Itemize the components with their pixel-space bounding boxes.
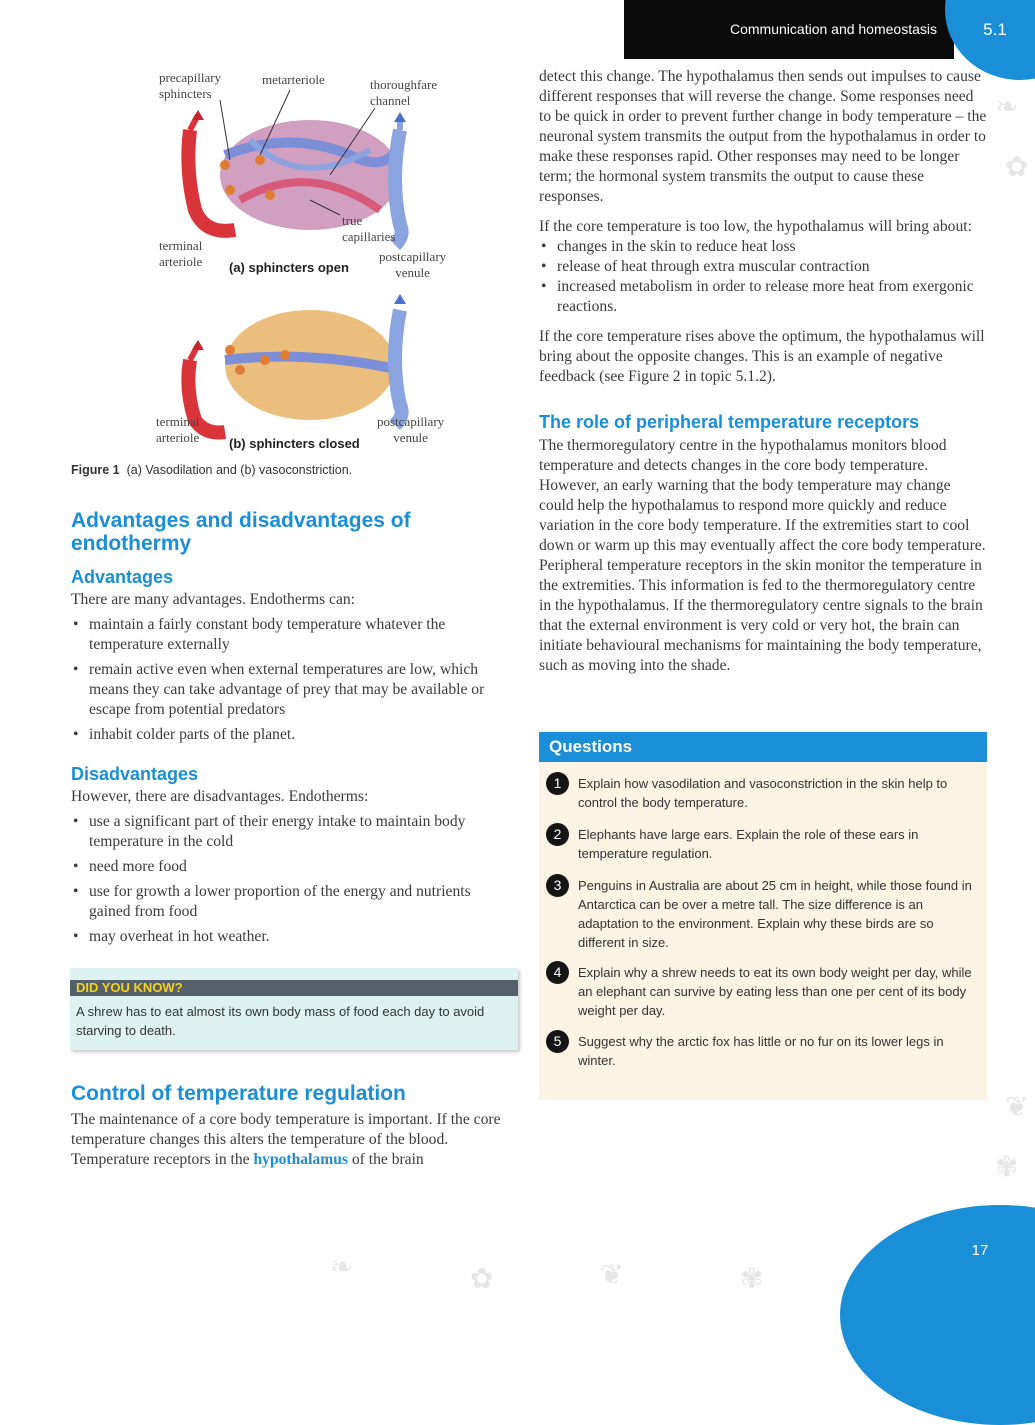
control-text-end: of the brain <box>347 1151 424 1168</box>
paragraph: The thermoregulatory centre in the hypothalamus monitors blood temperature and detects changes in the core body temperature. However, an early warning that the body temperature may change could help the hypothalamus to respond more quickly and reduce variation in the core body temperature. If the extremities start to cool down or warm up this may eventually affect the core body temperature. Peripheral temperature receptors in the skin monitor the temperature in the extremities. This information is fed to the thermoregulatory centre in the hypothalamus. If the thermoregulatory centre signals to the brain that the external environment is very cold or very hot, the brain can initiate behavioural mechanisms for maintaining the body temperature, such as moving into the shade. <box>539 437 986 674</box>
footer-arc <box>840 1205 1035 1425</box>
list-item: • changes in the skin to reduce heat loss <box>539 237 989 257</box>
list-item: • release of heat through extra muscular contraction <box>539 257 989 277</box>
did-you-know-box <box>70 968 518 1050</box>
label-precapillary-sphincters: precapillary sphincters <box>159 70 222 101</box>
list-item: • remain active even when external temperatures are low, which means they can take advantage of prey that may be available or escape from potential predators <box>71 660 511 720</box>
leaf-decoration-icon: ❧ <box>330 1252 354 1283</box>
paragraph: If the core temperature is too low, the hypothalamus will bring about: <box>539 218 972 235</box>
chapter-title: Communication and homeostasis <box>730 21 937 37</box>
question-item <box>546 961 976 1021</box>
section-number: 5.1 <box>983 20 1007 39</box>
question-number: 1 <box>546 772 569 795</box>
figure-caption-text: (a) Vasodilation and (b) vasoconstriction. <box>126 463 353 477</box>
list-item: • need more food <box>71 857 511 877</box>
question-text: Suggest why the arctic fox has little or no fur on its lower legs in winter. <box>578 1034 944 1068</box>
section-heading-control: Control of temperature regulation <box>71 1082 406 1105</box>
section-heading-endothermy: Advantages and disadvantages of endothermy <box>71 509 411 555</box>
list-item: • maintain a fairly constant body temperature whatever the temperature externally <box>71 615 511 655</box>
questions-heading: Questions <box>539 732 987 762</box>
did-you-know-heading: DID YOU KNOW? <box>70 980 518 996</box>
label-terminal-arteriole-b: terminal arteriole <box>156 414 200 445</box>
subheading-disadvantages: Disadvantages <box>71 764 199 784</box>
label-postcapillary-venule-b: postcapillary venule <box>377 414 445 445</box>
question-item <box>546 772 976 812</box>
page-number: 17 <box>971 1242 989 1259</box>
question-number: 3 <box>546 874 569 897</box>
question-text: Explain why a shrew needs to eat its own body weight per day, while an elephant can survive by eating less than one per cent of its body weight per day. <box>578 965 972 1018</box>
control-section <box>71 1082 511 1180</box>
leaf-decoration-icon: ❧ <box>995 92 1019 123</box>
advantages-list <box>71 615 511 745</box>
subheading-advantages: Advantages <box>71 567 174 587</box>
label-terminal-arteriole-a: terminal arteriole <box>159 238 203 269</box>
keyword-hypothalamus[interactable]: hypothalamus <box>253 1151 348 1168</box>
figure-caption-label: Figure 1 <box>71 463 120 477</box>
right-column <box>539 67 989 686</box>
control-paragraph <box>71 1110 511 1170</box>
list-item: • inhabit colder parts of the planet. <box>71 725 511 745</box>
label-true-capillaries: true capillaries <box>342 213 396 244</box>
leaf-decoration-icon: ✾ <box>995 1152 1019 1183</box>
paragraph: If the core temperature rises above the optimum, the hypothalamus will bring about the opposite changes. This is an example of negative feedback (see Figure 2 in topic 5.1.2). <box>539 328 985 385</box>
leaf-decoration-icon: ❦ <box>1005 1092 1029 1123</box>
question-number: 5 <box>546 1030 569 1053</box>
list-item: • use a significant part of their energy intake to maintain body temperature in the cold <box>71 812 511 852</box>
advantages-section <box>71 509 511 952</box>
figure-caption <box>71 463 352 477</box>
question-text: Elephants have large ears. Explain the role of these ears in temperature regulation. <box>578 827 919 861</box>
list-item: • may overheat in hot weather. <box>71 927 511 947</box>
questions-box-tail <box>539 1075 987 1101</box>
capillary-bed-closed <box>188 294 406 433</box>
question-number: 2 <box>546 823 569 846</box>
question-item <box>546 823 976 863</box>
label-thoroughfare-channel: thoroughfare channel <box>370 77 438 108</box>
leaf-decoration-icon: ✿ <box>1005 152 1029 183</box>
leaf-decoration-icon: ❦ <box>600 1260 624 1291</box>
figure-caption-b: (b) sphincters closed <box>229 436 360 451</box>
disadvantages-list <box>71 812 511 947</box>
question-item <box>546 874 976 954</box>
question-number: 4 <box>546 961 569 984</box>
subheading-peripheral: The role of peripheral temperature receptors <box>539 412 920 432</box>
leaf-decoration-icon: ✾ <box>740 1264 764 1295</box>
question-text: Explain how vasodilation and vasoconstriction in the skin help to control the body temperature. <box>578 776 948 810</box>
low-temp-list <box>539 237 989 317</box>
did-you-know-text: A shrew has to eat almost its own body mass of food each day to avoid starving to death. <box>76 1004 485 1038</box>
question-item <box>546 1030 976 1070</box>
advantages-intro: There are many advantages. Endotherms can: <box>71 591 356 608</box>
question-text: Penguins in Australia are about 25 cm in height, while those found in Antarctica can be over a metre tall. The size difference is an adaptation to the environment. Explain why these birds are so different in size. <box>578 878 972 950</box>
label-postcapillary-venule-a: postcapillary venule <box>379 249 447 280</box>
paragraph: detect this change. The hypothalamus then sends out impulses to cause different responses that will reverse the change. Some responses need to be quick in order to prevent further change in body temperature – the neuronal system transmits the output from the hypothalamus in order to make these responses rapid. Other responses may need to be longer term; the hormonal system transmits the output to cause these responses. <box>539 68 987 205</box>
disadvantages-intro: However, there are disadvantages. Endotherms: <box>71 788 369 805</box>
control-text: The maintenance of a core body temperature is important. If the core temperature changes this alters the temperature of the blood. Temperature receptors in the <box>71 1111 501 1168</box>
figure-caption-a: (a) sphincters open <box>229 260 349 275</box>
list-item: • use for growth a lower proportion of the energy and nutrients gained from food <box>71 882 511 922</box>
list-item: • increased metabolism in order to release more heat from exergonic reactions. <box>539 277 989 317</box>
leaf-decoration-icon: ✿ <box>470 1264 494 1295</box>
label-metarteriole: metarteriole <box>262 72 325 87</box>
